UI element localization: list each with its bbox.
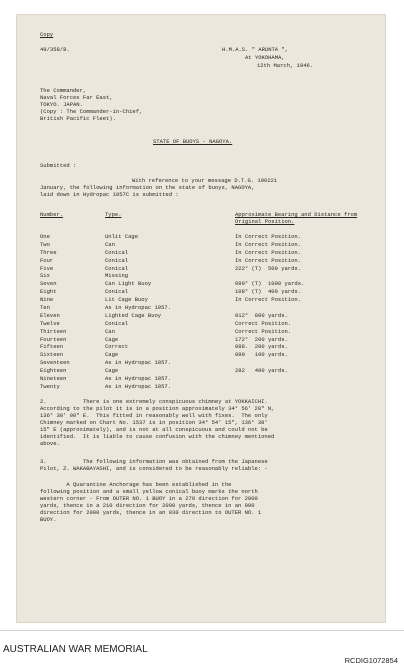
buoy-number: Eleven bbox=[40, 311, 60, 319]
table-row bbox=[40, 320, 370, 328]
paragraph-2-line: 136° 38' 00" E. This fitted in reasonably well with fixes. The only bbox=[40, 412, 268, 419]
buoy-table bbox=[40, 233, 370, 391]
archive-footer bbox=[0, 630, 404, 667]
buoy-type: Conical bbox=[105, 256, 129, 264]
buoy-number: Nine bbox=[40, 296, 54, 304]
buoy-number: Thirteen bbox=[40, 327, 67, 335]
buoy-type: Unlit Cage bbox=[105, 233, 139, 240]
buoy-number: Ten bbox=[40, 304, 50, 312]
paragraph-2-line: 15" E (approximately), and is not at all conspicuous and could not be bbox=[40, 426, 268, 433]
buoy-type: As in Hydropac 1057. bbox=[105, 382, 172, 390]
buoy-bearing: Correct Position. bbox=[235, 327, 292, 335]
table-row bbox=[40, 343, 370, 351]
buoy-number: Eight bbox=[40, 288, 57, 296]
table-row bbox=[40, 336, 370, 344]
buoy-number: Fourteen bbox=[40, 335, 67, 343]
paragraph-2-line: 2. There is one extremely conspicuous chimney at YOKKAICHI. bbox=[40, 398, 268, 405]
buoy-type: Conical bbox=[105, 264, 129, 272]
buoy-bearing: In Correct Position. bbox=[235, 296, 302, 304]
buoy-type: Can bbox=[105, 327, 115, 335]
paragraph-4-line: following position and a small yellow conical buoy marks the north bbox=[40, 488, 258, 495]
table-row bbox=[40, 351, 370, 359]
paragraph-4-line: BUOY. bbox=[40, 516, 57, 523]
buoy-number: Three bbox=[40, 248, 57, 256]
buoy-type: Lit Cage Buoy bbox=[105, 296, 148, 304]
buoy-type: Cage bbox=[105, 367, 119, 375]
paragraph-3-line: 3. The following information was obtained from the Japanese bbox=[40, 458, 268, 465]
buoy-type: Missing bbox=[105, 272, 129, 280]
address-line: (Copy : The Commander-in-Chief, bbox=[40, 108, 143, 115]
column-header-bearing: Original Position. bbox=[235, 218, 295, 225]
table-row bbox=[40, 328, 370, 336]
buoy-type: Conical bbox=[105, 288, 129, 296]
buoy-type: Cage bbox=[105, 351, 119, 359]
table-row bbox=[40, 288, 370, 296]
table-row bbox=[40, 383, 370, 391]
submitted-label: Submitted : bbox=[40, 162, 77, 169]
buoy-number: Five bbox=[40, 264, 54, 272]
table-row bbox=[40, 272, 370, 280]
paragraph-4-line: western corner - From OUTER NO. 1 BUOY in a 270 direction for 2000 bbox=[40, 495, 258, 502]
column-header-type: Type. bbox=[105, 211, 122, 218]
buoy-type: Lighted Cage Buoy bbox=[105, 311, 162, 319]
buoy-number: Seventeen bbox=[40, 359, 70, 367]
buoy-bearing: 282 400 yards. bbox=[235, 367, 288, 375]
buoy-type: Cage bbox=[105, 335, 119, 343]
file-number: 49/358/8. bbox=[40, 46, 70, 53]
buoy-bearing: In Correct Position. bbox=[235, 256, 302, 264]
table-row bbox=[40, 280, 370, 288]
record-reference: RCDIG1072854 bbox=[344, 656, 398, 665]
buoy-number: Seven bbox=[40, 280, 57, 288]
table-row bbox=[40, 375, 370, 383]
column-header-number: Number. bbox=[40, 211, 64, 218]
date: 12th March, 1946. bbox=[257, 62, 314, 69]
location: At YOKOHAMA, bbox=[245, 54, 285, 61]
column-header-bearing: Approximate Bearing and Distance from bbox=[235, 211, 358, 218]
table-row bbox=[40, 359, 370, 367]
buoy-type: Correct bbox=[105, 343, 129, 351]
table-row bbox=[40, 312, 370, 320]
paragraph-2-line: Chimney marked on Chart No. 1537 is in position 34° 54' 15", 136° 38' bbox=[40, 419, 268, 426]
address-line: The Commander, bbox=[40, 87, 87, 94]
buoy-number: Six bbox=[40, 272, 50, 280]
copy-label: Copy bbox=[40, 31, 54, 38]
buoy-type: Conical bbox=[105, 319, 129, 327]
buoy-number: Two bbox=[40, 240, 50, 248]
buoy-number: One bbox=[40, 233, 50, 240]
table-row bbox=[40, 257, 370, 265]
buoy-bearing: 222° (T) 500 yards. bbox=[235, 264, 302, 272]
buoy-type: As in Hydropac 1057. bbox=[105, 375, 172, 383]
address-line: TOKYO. JAPAN. bbox=[40, 101, 83, 108]
paragraph-4-line: yards, thence in a 210 direction for 2000 yards, thence in an 090 bbox=[40, 502, 255, 509]
buoy-number: Twelve bbox=[40, 319, 60, 327]
buoy-bearing: Correct Position. bbox=[235, 319, 292, 327]
buoy-type: As in Hydropac 1057. bbox=[105, 304, 172, 312]
institution-name: AUSTRALIAN WAR MEMORIAL bbox=[3, 644, 148, 655]
buoy-number: Nineteen bbox=[40, 375, 67, 383]
ship-name: H.M.A.S. " ARUNTA ", bbox=[222, 46, 289, 53]
document-title: STATE OF BUOYS - NAGOYA. bbox=[153, 138, 233, 145]
address-line: British Pacific Fleet). bbox=[40, 115, 116, 122]
table-row bbox=[40, 241, 370, 249]
paragraph-4-line: direction for 2000 yards, thence in an 030 direction to OUTER NO. 1 bbox=[40, 509, 262, 516]
paragraph-2-line: According to the pilot it is in a position approximately 34° 56' 28" N, bbox=[40, 405, 275, 412]
buoy-bearing: In Correct Position. bbox=[235, 233, 302, 240]
buoy-bearing: In Correct Position. bbox=[235, 248, 302, 256]
address-line: Naval Forces Far East, bbox=[40, 94, 113, 101]
buoy-number: Sixteen bbox=[40, 351, 64, 359]
buoy-type: Can Light Buoy bbox=[105, 280, 152, 288]
intro-line: laid down in Hydropac 1057C is submitted : bbox=[40, 191, 179, 198]
paragraph-4-line: A Quarantine Anchorage has been established in the bbox=[40, 481, 232, 488]
buoy-number: Fifteen bbox=[40, 343, 64, 351]
buoy-type: As in Hydropac 1057. bbox=[105, 359, 172, 367]
buoy-bearing: 090 100 yards. bbox=[235, 351, 288, 359]
buoy-type: Can bbox=[105, 240, 115, 248]
table-row bbox=[40, 249, 370, 257]
buoy-bearing: 088. 200 yards. bbox=[235, 343, 288, 351]
intro-line: January, the following information on the state of buoys, NAGOYA, bbox=[40, 184, 255, 191]
paragraph-2-line: identified. It is liable to cause confusion with the chimney mentioned bbox=[40, 433, 275, 440]
buoy-bearing: 090° (T) 1000 yards. bbox=[235, 280, 305, 288]
buoy-bearing: In Correct Position. bbox=[235, 240, 302, 248]
buoy-bearing: 012° 800 yards. bbox=[235, 311, 288, 319]
table-row bbox=[40, 233, 370, 241]
buoy-bearing: 172° 200 yards. bbox=[235, 335, 288, 343]
buoy-number: Four bbox=[40, 256, 54, 264]
paragraph-3-line: Pilot, Z. WAKABAYASHI, and is considered to be reasonably reliable: - bbox=[40, 465, 268, 472]
table-row bbox=[40, 304, 370, 312]
table-row bbox=[40, 367, 370, 375]
buoy-type: Conical bbox=[105, 248, 129, 256]
buoy-number: Eighteen bbox=[40, 367, 67, 375]
table-row bbox=[40, 296, 370, 304]
buoy-bearing: 108° (T) 400 yards. bbox=[235, 288, 302, 296]
table-row bbox=[40, 265, 370, 273]
paragraph-2-line: above. bbox=[40, 440, 60, 447]
buoy-number: Twenty bbox=[40, 382, 60, 390]
intro-line: With reference to your message D.T.G. 190221 bbox=[132, 177, 278, 184]
